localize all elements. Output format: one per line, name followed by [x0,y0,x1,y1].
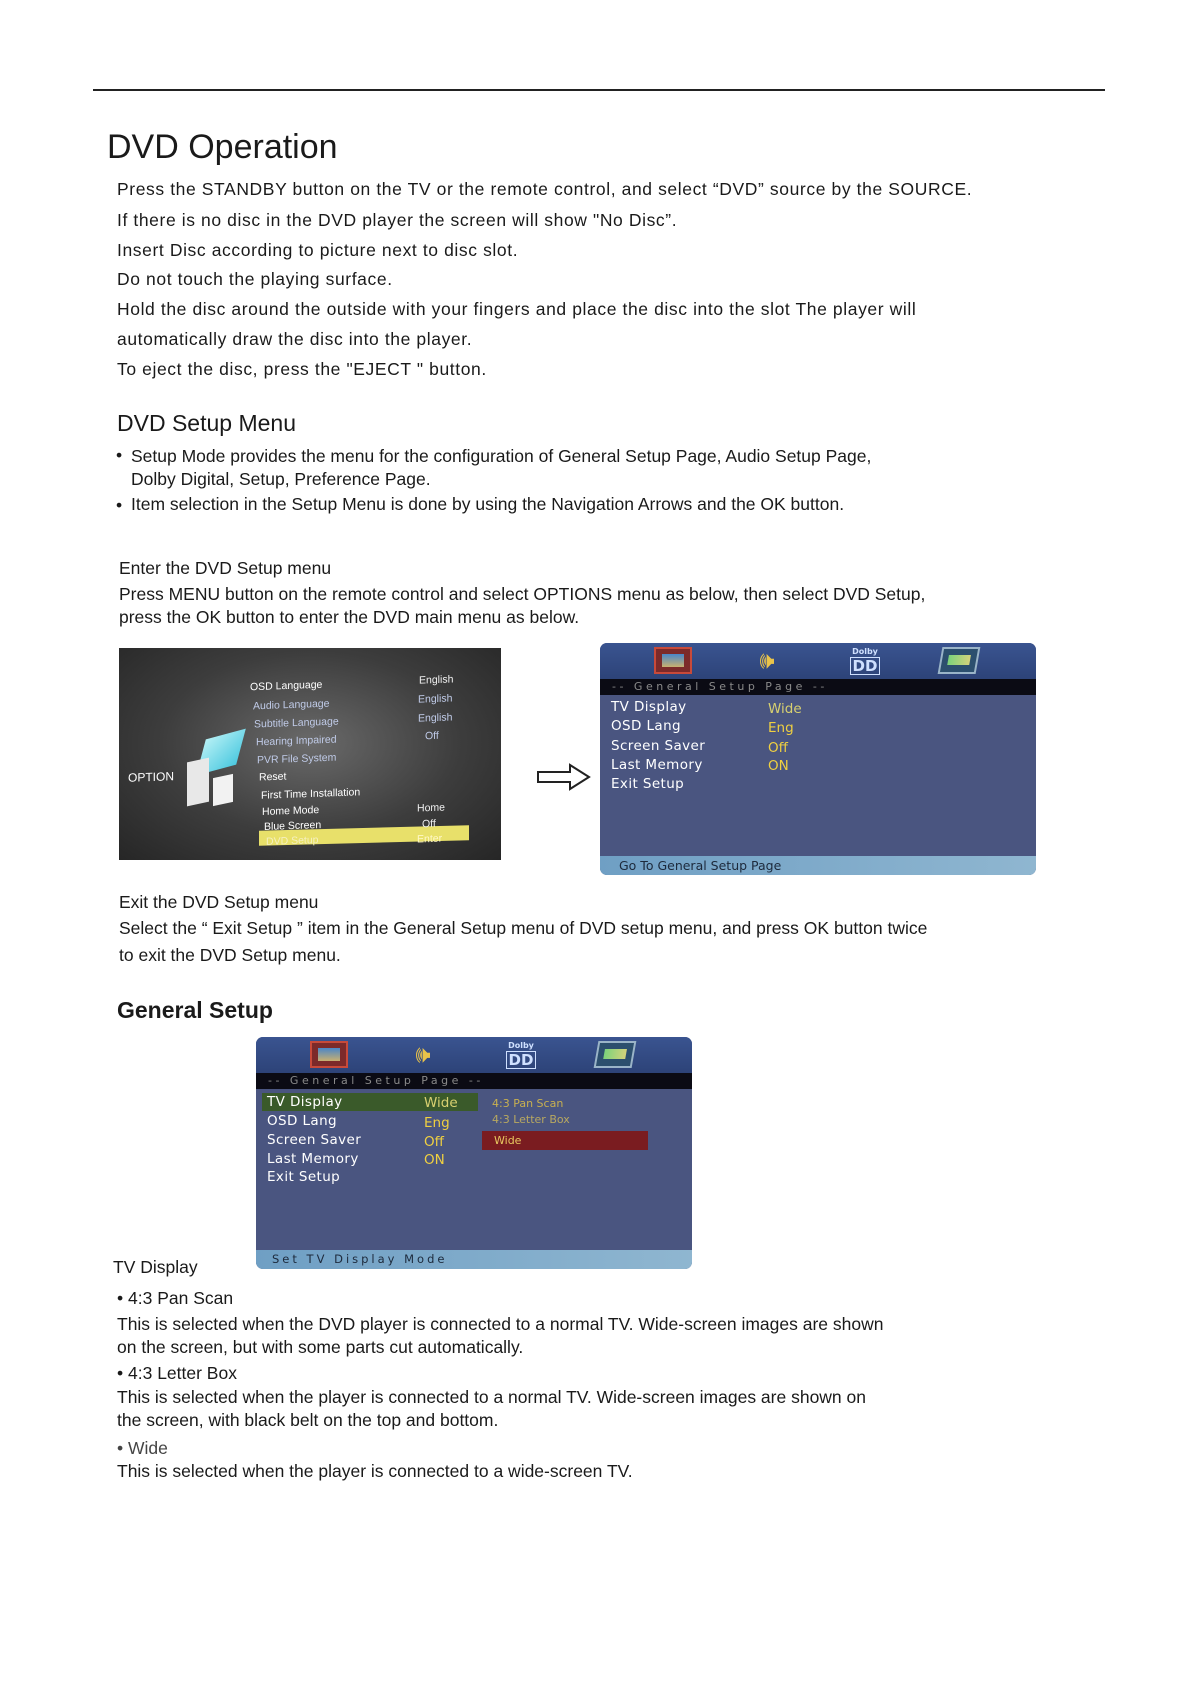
osd-value: Wide [424,1095,458,1111]
mode-name: • Wide [117,1438,168,1458]
osd-option[interactable]: 4:3 Pan Scan [492,1097,564,1110]
bullet-text: Item selection in the Setup Menu is done by using the Navigation Arrows and the OK button. [131,494,845,514]
osd-value: Eng [424,1115,450,1131]
osd-tab-bar [256,1037,692,1073]
photo-menu-item: First Time Installation [261,786,361,802]
bullet-text: Dolby Digital, Setup, Preference Page. [131,469,431,489]
photo-menu-value: Home [417,801,446,815]
intro-line: Insert Disc according to picture next to disc slot. [117,240,519,260]
preference-tab-icon [938,647,981,674]
mode-name: • 4:3 Letter Box [117,1363,237,1383]
osd-item[interactable]: OSD Lang [611,718,682,734]
option-graphic [213,774,233,806]
photo-menu-item: PVR File System [257,751,337,767]
photo-menu-value: English [419,673,454,687]
right-arrow-icon [536,762,592,792]
osd-item[interactable]: Last Memory [611,757,703,773]
photo-menu-item: OSD Language [250,678,323,694]
mode-text: This is selected when the DVD player is connected to a normal TV. Wide-screen images are shown [117,1314,884,1334]
enter-heading: Enter the DVD Setup menu [119,558,332,578]
exit-text: Select the “ Exit Setup ” item in the General Setup menu of DVD setup menu, and press OK button twice [119,918,928,938]
photo-menu-value: Enter [417,832,443,846]
osd-footer: Go To General Setup Page [600,856,1036,875]
photo-menu-item: Home Mode [262,804,320,818]
intro-line: Press the STANDBY button on the TV or the remote control, and select “DVD” source by the SOURCE. [117,179,973,199]
intro-line: If there is no disc in the DVD player the screen will show "No Disc”. [117,210,678,230]
photo-menu-item: Blue Screen [264,819,322,833]
intro-line: Hold the disc around the outside with your fingers and place the disc into the slot The player will [117,299,917,319]
osd-item[interactable]: Exit Setup [611,776,685,792]
osd-page-title: -- General Setup Page -- [600,679,1036,695]
osd-value: Wide [768,701,802,717]
osd-footer: Set TV Display Mode [256,1250,692,1269]
speaker-icon: 🕪 [415,1040,431,1068]
bullet-dot: • [116,445,123,465]
mode-text: the screen, with black belt on the top and bottom. [117,1410,499,1430]
photo-menu-value: English [418,692,453,706]
osd-item[interactable]: Exit Setup [267,1169,341,1185]
osd-item[interactable]: Screen Saver [611,738,706,754]
photo-menu-value: English [418,711,453,725]
exit-heading: Exit the DVD Setup menu [119,892,319,912]
photo-menu-item: Audio Language [253,697,330,713]
osd-tab-bar [600,643,1036,679]
osd-item[interactable]: Screen Saver [267,1132,362,1148]
general-setup-heading: General Setup [117,997,273,1023]
speaker-icon: 🕪 [759,646,775,674]
osd-value: Off [768,740,788,756]
mode-text: on the screen, but with some parts cut automatically. [117,1337,524,1357]
dolby-tab-icon: Dolby DD [502,1041,540,1068]
general-setup-osd [600,643,1036,875]
photo-menu-item: Reset [259,770,287,784]
photo-menu-value: Off [425,729,439,743]
tv-setup-tab-icon [310,1041,348,1068]
osd-item[interactable]: OSD Lang [267,1113,338,1129]
intro-line: To eject the disc, press the "EJECT " button. [117,359,487,379]
osd-value: Off [424,1134,444,1150]
enter-text: Press MENU button on the remote control and select OPTIONS menu as below, then select DVD Setup, [119,584,926,604]
osd-item[interactable]: Last Memory [267,1151,359,1167]
setup-menu-heading: DVD Setup Menu [117,410,296,436]
osd-option[interactable]: 4:3 Letter Box [492,1113,570,1126]
osd-value: ON [424,1152,445,1168]
bullet-dot: • [116,495,123,515]
osd-value: Eng [768,720,794,736]
intro-line: Do not touch the playing surface. [117,269,393,289]
tv-option-menu-photo [119,648,501,860]
photo-menu-item: DVD Setup [266,834,319,848]
intro-line: automatically draw the disc into the player. [117,329,473,349]
page-title: DVD Operation [107,128,338,166]
osd-item[interactable]: TV Display [267,1094,343,1110]
mode-text: This is selected when the player is connected to a normal TV. Wide-screen images are shown on [117,1387,866,1407]
osd-page-title: -- General Setup Page -- [256,1073,692,1089]
tv-display-label: TV Display [113,1257,198,1277]
option-graphic [187,758,209,807]
osd-value: ON [768,758,789,774]
header-rule [93,89,1105,91]
general-setup-osd-detail [256,1037,692,1269]
osd-item[interactable]: TV Display [611,699,687,715]
photo-menu-value: Off [422,817,436,831]
exit-text: to exit the DVD Setup menu. [119,945,341,965]
tv-setup-tab-icon [654,647,692,674]
preference-tab-icon [594,1041,637,1068]
photo-menu-item: Subtitle Language [254,715,339,731]
mode-text: This is selected when the player is connected to a wide-screen TV. [117,1461,633,1481]
osd-option[interactable]: Wide [494,1134,522,1147]
option-label: OPTION [128,769,175,785]
enter-text: press the OK button to enter the DVD main menu as below. [119,607,580,627]
mode-name: • 4:3 Pan Scan [117,1288,234,1308]
photo-menu-item: Hearing Impaired [256,733,337,749]
dolby-tab-icon: Dolby DD [846,647,884,674]
bullet-text: Setup Mode provides the menu for the configuration of General Setup Page, Audio Setup Page, [131,446,872,466]
